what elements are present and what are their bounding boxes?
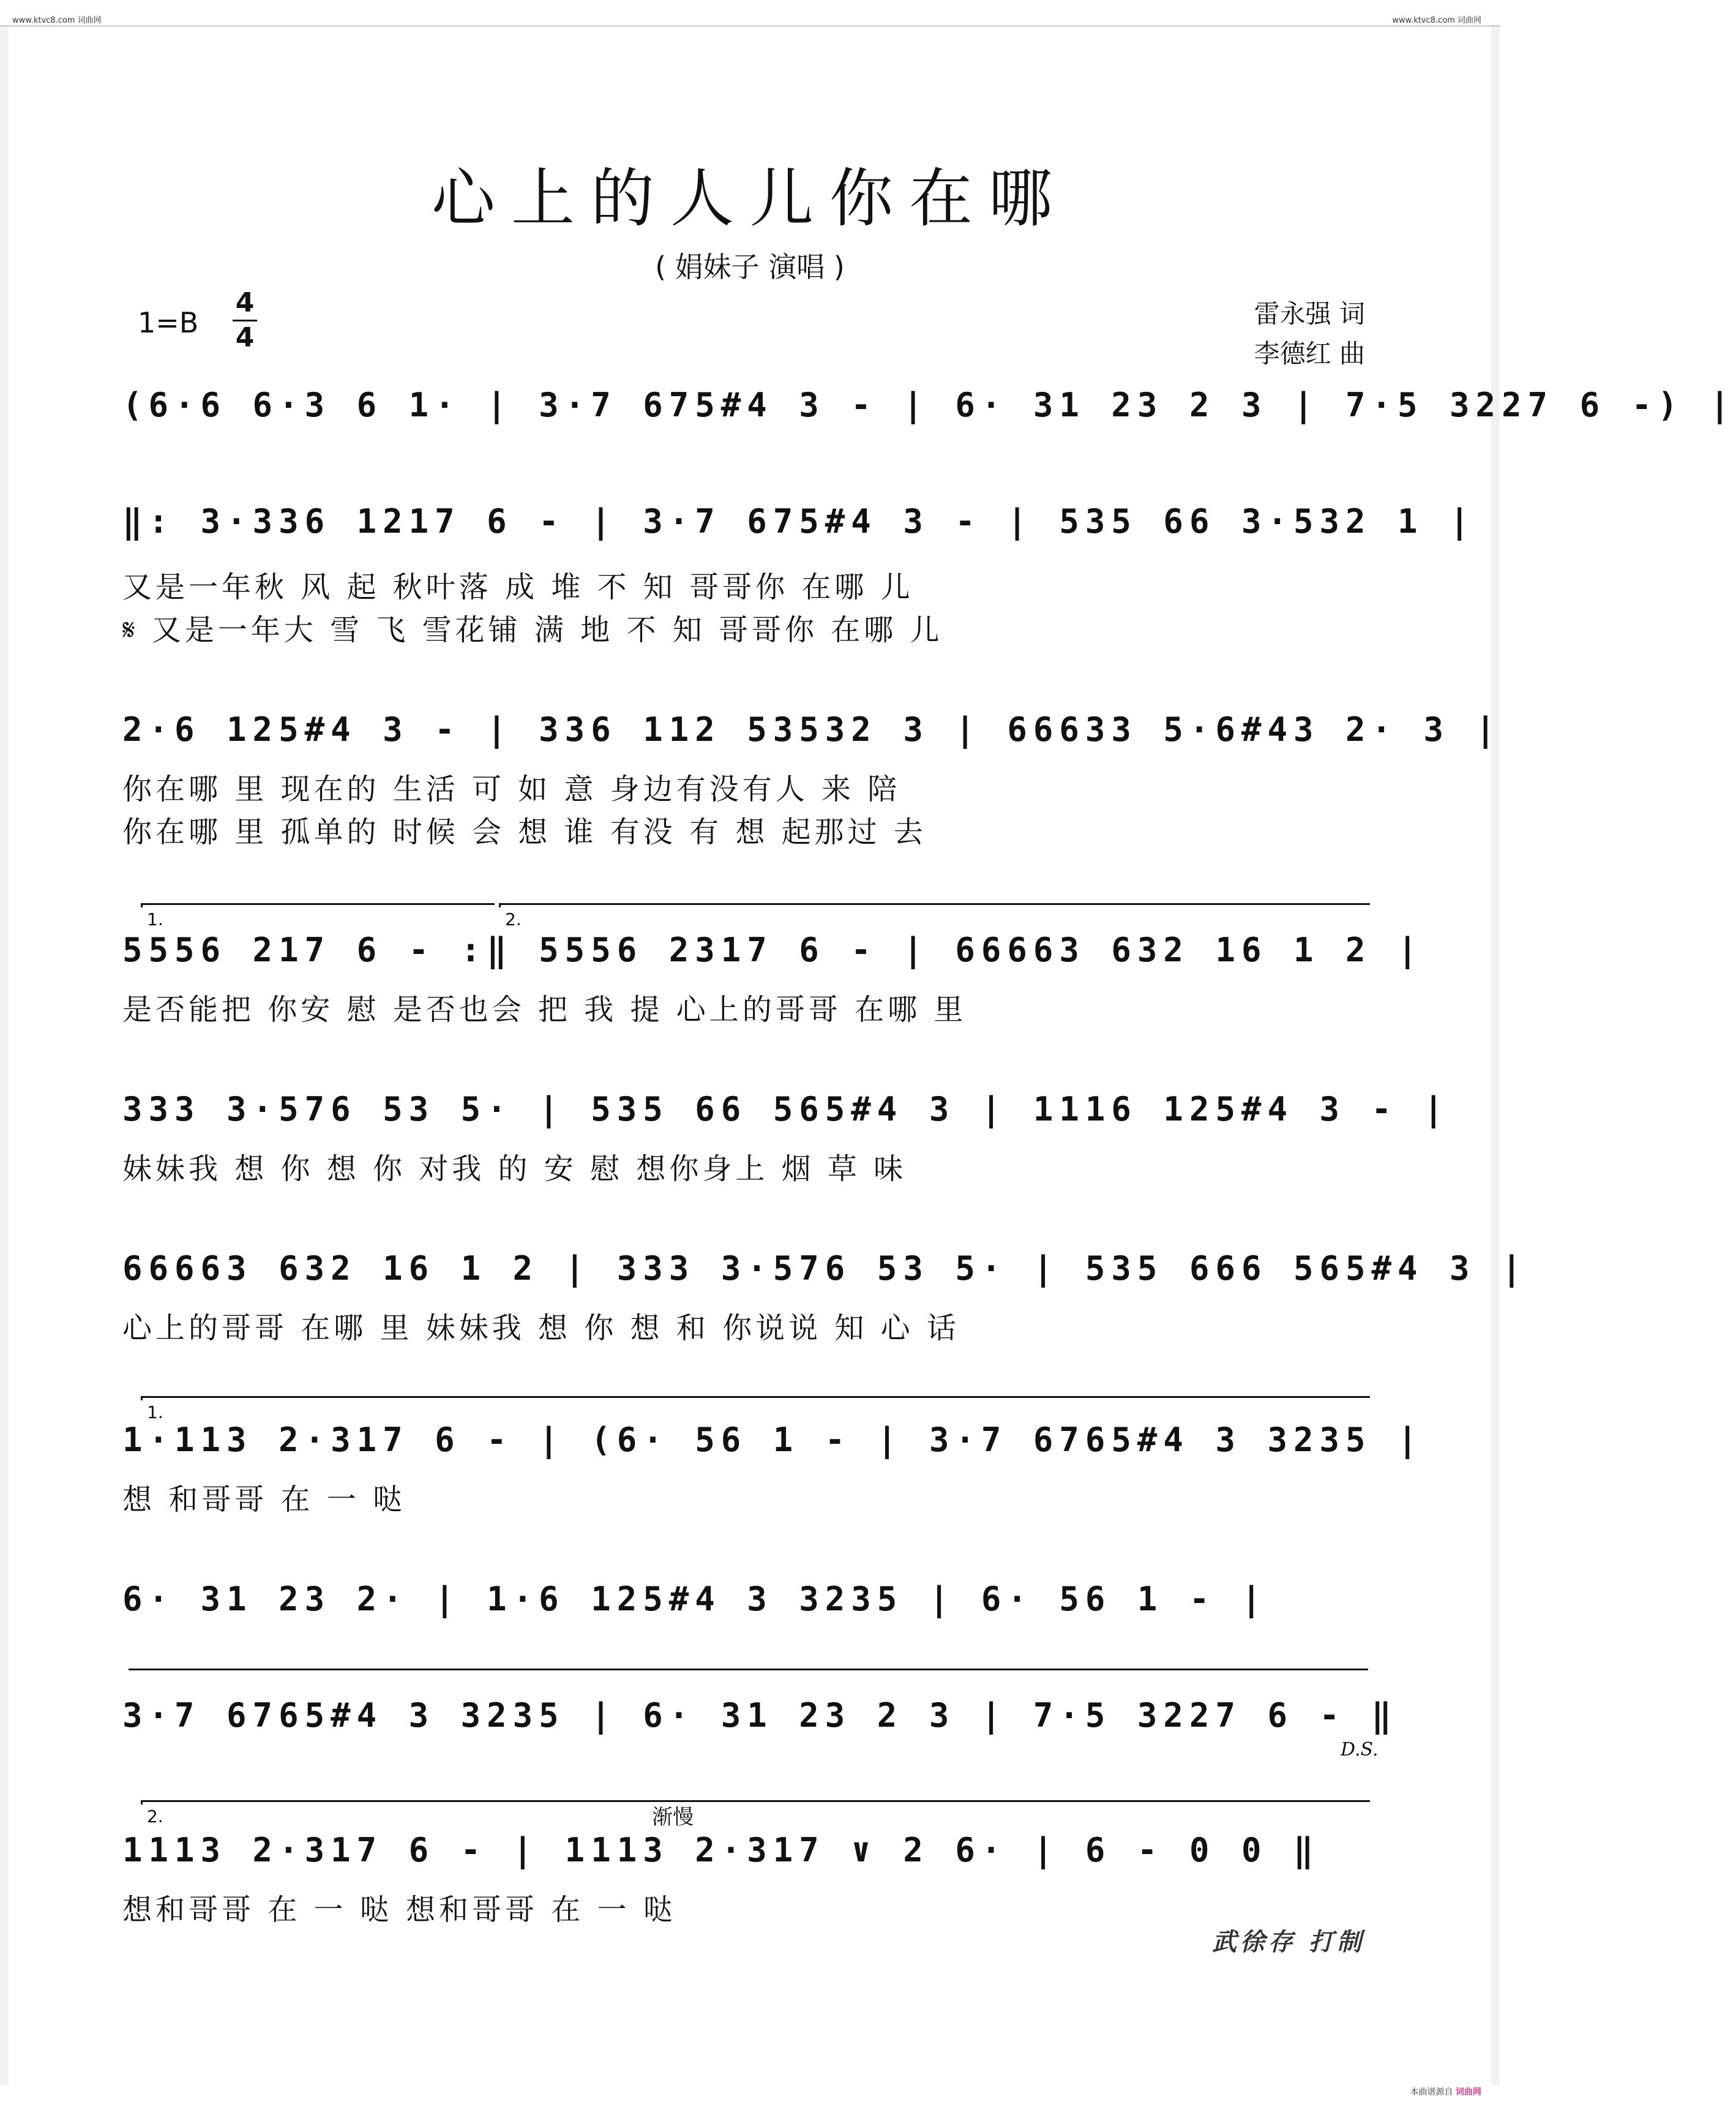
volta-bracket-1 bbox=[141, 903, 495, 907]
right-margin-strip bbox=[1491, 24, 1500, 2086]
lyrics-line-2-verse-1: 又是一年秋 风 起 秋叶落 成 堆 不 知 哥哥你 在哪 儿 bbox=[122, 570, 914, 604]
repeat-span-line bbox=[129, 1669, 1368, 1673]
notes-line-4: 5556 217 6 - :‖ 5556 2317 6 - | 66663 632 16 1 2 | bbox=[122, 931, 1424, 969]
time-signature-bottom: 4 bbox=[235, 322, 255, 353]
lyrics-line-7: 想 和哥哥 在 一 哒 bbox=[122, 1482, 406, 1517]
lyrics-line-4: 是否能把 你安 慰 是否也会 把 我 提 心上的哥哥 在哪 里 bbox=[122, 993, 967, 1027]
footer-source bbox=[1410, 2086, 1481, 2098]
volta-bracket-2 bbox=[499, 903, 1370, 907]
notes-line-7: 1·113 2·317 6 - | (6· 56 1 - | 3·7 6765#4 3 3235 | bbox=[122, 1421, 1424, 1459]
footer-brand: 词曲网 bbox=[1456, 2087, 1481, 2097]
performer-subtitle: ( 娟妹子 演唱 ) bbox=[655, 250, 845, 283]
header-url-left: www.ktvc8.com 词曲网 bbox=[12, 16, 102, 25]
notes-line-5: 333 3·576 53 5· | 535 66 565#4 3 | 1116 125#4 3 - | bbox=[122, 1090, 1450, 1128]
lyrics-line-2-verse-2: 𝄋 又是一年大 雪 飞 雪花铺 满 地 不 知 哥哥你 在哪 儿 bbox=[122, 613, 943, 647]
key-signature: 1=B bbox=[138, 306, 199, 339]
composer-credit: 李德红 曲 bbox=[1254, 339, 1365, 369]
volta-label-2b: 2. bbox=[147, 1806, 163, 1827]
lyrics-line-3-verse-2: 你在哪 里 孤单的 时候 会 想 谁 有没 有 想 起那过 去 bbox=[122, 815, 927, 849]
time-signature-line bbox=[233, 320, 257, 321]
volta-bracket-1b bbox=[141, 1396, 1370, 1400]
volta-label-1: 1. bbox=[147, 909, 163, 929]
notes-line-6: 66663 632 16 1 2 | 333 3·576 53 5· | 535 666 565#4 3 | bbox=[122, 1249, 1528, 1288]
arranger-signature: 武徐存 打制 bbox=[1212, 1928, 1365, 1956]
lyrics-line-6: 心上的哥哥 在哪 里 妹妹我 想 你 想 和 你说说 知 心 话 bbox=[122, 1311, 960, 1345]
volta-bracket-2b bbox=[141, 1800, 1370, 1804]
notes-line-2: ‖: 3·336 1217 6 - | 3·7 675#4 3 - | 535 66 3·532 1 | bbox=[122, 502, 1476, 541]
time-signature-top: 4 bbox=[235, 287, 255, 318]
notes-line-8: 6· 31 23 2· | 1·6 125#4 3 3235 | 6· 56 1 - | bbox=[122, 1580, 1268, 1618]
volta-label-2: 2. bbox=[505, 909, 522, 929]
lyrics-line-10: 想和哥哥 在 一 哒 想和哥哥 在 一 哒 bbox=[122, 1893, 676, 1927]
song-title: 心上的人儿你在哪 bbox=[431, 161, 1068, 236]
lyrics-line-5: 妹妹我 想 你 想 你 对我 的 安 慰 想你身上 烟 草 味 bbox=[122, 1152, 907, 1186]
time-signature bbox=[233, 288, 257, 353]
tempo-marking: 渐慢 bbox=[652, 1805, 694, 1830]
notes-line-10: 1113 2·317 6 - | 1113 2·317 ∨ 2 6· | 6 - 0 0 ‖ bbox=[122, 1831, 1320, 1869]
header-url-right: www.ktvc8.com 词曲网 bbox=[1392, 16, 1481, 25]
lyricist-credit: 雷永强 词 bbox=[1254, 299, 1365, 329]
dal-segno-mark: D.S. bbox=[1341, 1739, 1379, 1760]
footer-text: 本曲谱源自 bbox=[1410, 2087, 1453, 2097]
left-margin-strip bbox=[0, 24, 9, 2086]
volta-label-1b: 1. bbox=[147, 1402, 163, 1422]
notes-line-3: 2·6 125#4 3 - | 336 112 53532 3 | 66633 5·6#43 2· 3 | bbox=[122, 710, 1502, 749]
lyrics-line-3-verse-1: 你在哪 里 现在的 生活 可 如 意 身边有没有人 来 陪 bbox=[122, 772, 901, 806]
notes-line-1: (6·6 6·3 6 1· | 3·7 675#4 3 - | 6· 31 23 2 3 | 7·5 3227 6 -) | bbox=[122, 386, 1736, 424]
notes-line-9: 3·7 6765#4 3 3235 | 6· 31 23 2 3 | 7·5 3227 6 - ‖ bbox=[122, 1696, 1398, 1735]
